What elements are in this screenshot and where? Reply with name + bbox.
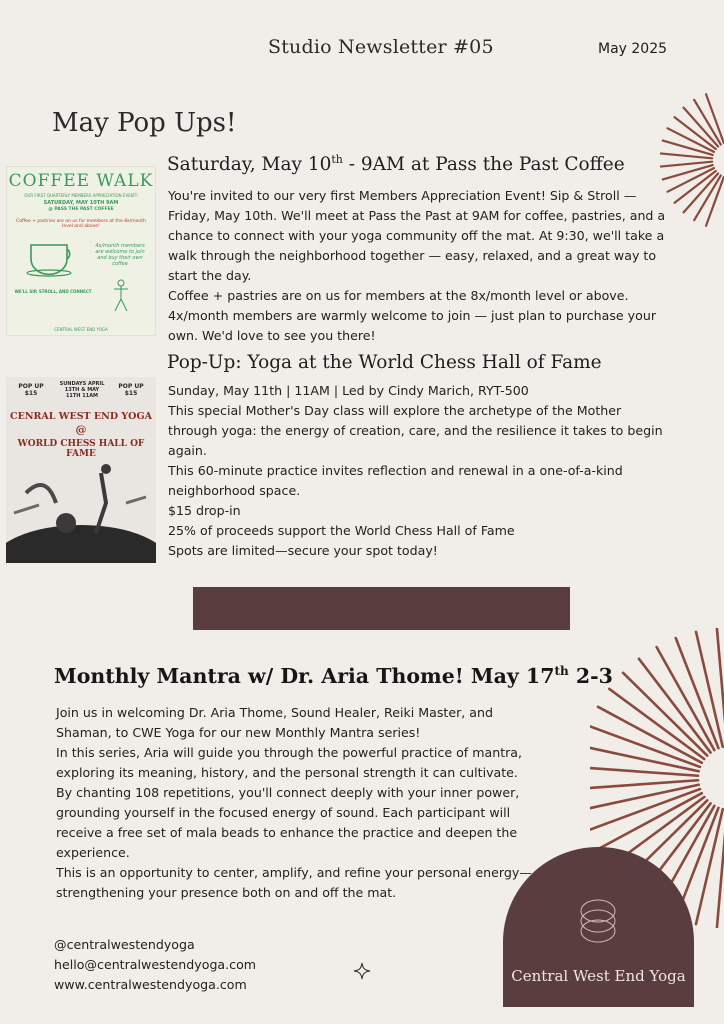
newsletter-title: Studio Newsletter #05 [268,36,494,58]
flyer-line: @ PASS THE PAST COFFEE [48,207,114,212]
mantra-heading-suffix: 2-3 [568,664,613,688]
event1-heading-sup: th [331,153,343,166]
instagram-handle[interactable]: @centralwestendyoga [54,937,195,952]
event2-description [168,381,672,561]
event1-heading-prefix: Saturday, May 10 [167,154,332,176]
flyer-badge: POP UP $15 [118,383,144,397]
flyer-line: OUR FIRST QUARTERLY MEMBERS APPRECIATION EVENT! [24,193,138,198]
event2-line: 25% of proceeds support the World Chess Hall of Fame [168,523,515,538]
flyer-line: 4x/month members are welcome to join and buy their own coffee [95,243,145,267]
event2-line: This special Mother's Day class will explore the archetype of the Mother through yoga: the energy of creation, care, and the resilience it takes to begin again. [168,403,663,458]
divider-bar [193,587,570,630]
flyer-title: COFFEE WALK [8,171,154,191]
section-title: May Pop Ups! [52,108,237,138]
flyer-line: CENTRAL WEST END YOGA [54,327,108,332]
event2-heading: Pop-Up: Yoga at the World Chess Hall of Fame [167,352,602,373]
rings-logo-icon [578,897,618,953]
flyer-line: SATURDAY, MAY 10TH 9AM [43,200,119,206]
flyer-title: CENRAL WEST END YOGA [10,411,152,422]
newsletter-date: May 2025 [598,41,668,57]
website-link[interactable]: www.centralwestendyoga.com [54,977,247,992]
sunburst-ray [660,153,712,158]
event2-line: Spots are limited—secure your spot today! [168,543,438,558]
flyer-title: WORLD CHESS HALL OF FAME [17,439,145,459]
flyer-badge: SUNDAYS APRIL 13TH & MAY 11TH 11AM [59,381,105,399]
flyer-line: WE'LL SIP, STROLL, AND CONNECT [14,289,92,294]
event2-line: Sunday, May 11th | 11AM | Led by Cindy Marich, RYT-500 [168,383,529,398]
email-link[interactable]: hello@centralwestendyoga.com [54,957,257,972]
yoga-figure-icon [111,279,131,313]
sparkle-icon [353,962,371,980]
sunburst-ray [590,785,699,810]
mantra-description [56,703,534,903]
brand-name: Central West End Yoga [511,967,686,985]
event1-paragraph: You're invited to our very first Members Appreciation Event! Sip & Stroll — Friday, May 10th. We'll meet at Pass the Past at 9AM for coffee, pastries, and a chance to connect with your yoga community off the mat. At 9:30, we'll take a walk through the neighborhood together — easy, relaxed, and a great way to start the day. [168,188,666,283]
footer-contact [54,935,256,995]
chess-hall-flyer [6,377,156,563]
mantra-heading-sup: th [554,664,569,679]
flyer-at: @ [75,423,87,436]
mantra-paragraph: This is an opportunity to center, amplify, and refine your personal energy—strengthening your presence both on and off the mat. [56,865,532,900]
yoga-collage-icon [6,453,156,563]
mantra-heading [54,664,613,688]
sunburst-ray [590,746,699,771]
flyer-line: Coffee + pastries are on us for members at the 8x/month level and above! [16,219,146,229]
flyer-badge: POP UP $15 [18,383,44,397]
event1-paragraph: Coffee + pastries are on us for members at the 8x/month level or above. 4x/month members are warmly welcome to join — just plan to purchase your own. We'd love to see you there! [168,288,657,343]
mantra-paragraph: In this series, Aria will guide you through the powerful practice of mantra, exploring its meaning, history, and the personal strength it can cultivate. By chanting 108 repetitions, you'll connect deeply with your inner power, grounding yourself in the focused energy of sound. Each participant will receive a free set of mala beads to enhance the practice and deepen the experience. [56,745,523,860]
event1-heading-suffix: - 9AM at Pass the Past Coffee [342,154,625,176]
mantra-paragraph: Join us in welcoming Dr. Aria Thome, Sound Healer, Reiki Master, and Shaman, to CWE Yoga for our new Monthly Mantra series! [56,705,493,740]
coffee-walk-flyer [6,166,156,336]
event1-description [168,186,672,346]
event1-heading [167,153,625,175]
coffee-cup-icon [25,237,85,277]
event2-line: $15 drop-in [168,503,241,518]
event2-line: This 60-minute practice invites reflection and renewal in a one-of-a-kind neighborhood space. [168,463,623,498]
mantra-heading-prefix: Monthly Mantra w/ Dr. Aria Thome! May 17 [54,664,555,688]
sunburst-ray [660,162,712,167]
